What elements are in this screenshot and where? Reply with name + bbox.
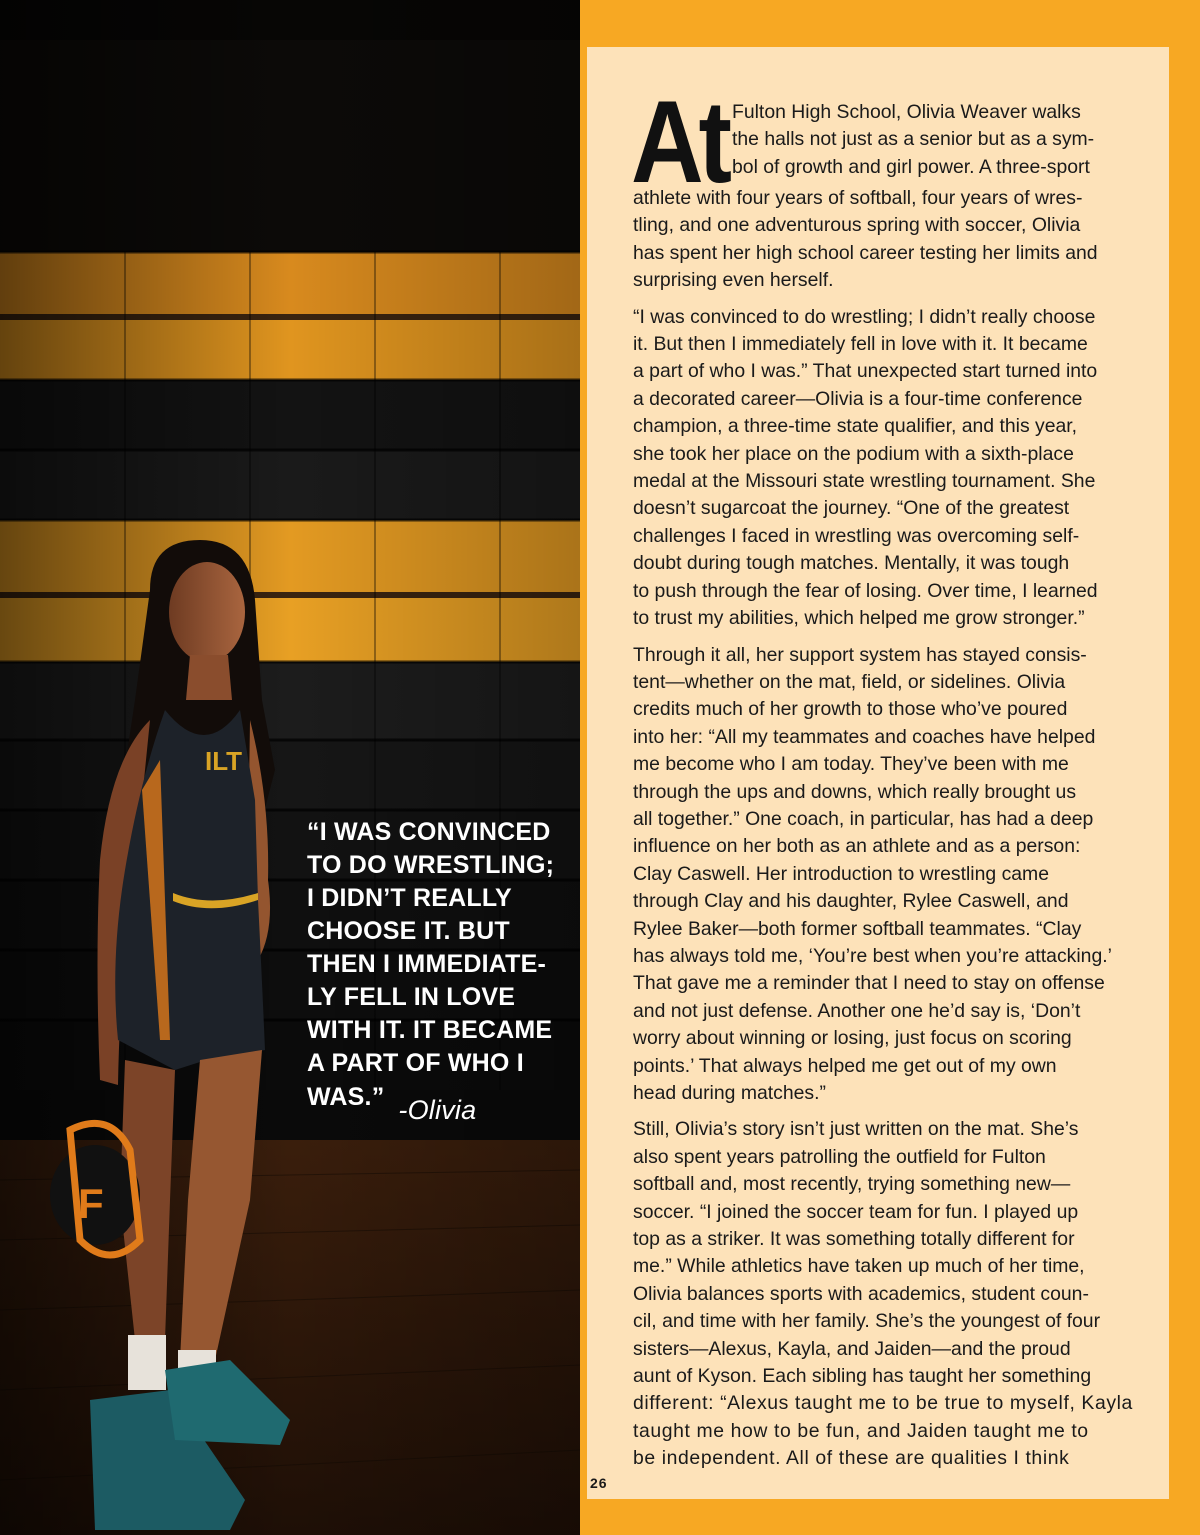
article-line: all together.” One coach, in particular, has had a deep — [633, 807, 1094, 830]
pull-quote-line: I DIDN’T REALLY — [307, 884, 512, 912]
article-line: aunt of Kyson. Each sibling has taught her something — [633, 1365, 1092, 1388]
article-line: softball and, most recently, trying something new— — [633, 1173, 1071, 1196]
article-line: to trust my abilities, which helped me grow stronger.” — [633, 607, 1085, 630]
article-line: Through it all, her support system has stayed consis- — [633, 643, 1087, 666]
pull-quote-last-line: WAS.” — [307, 1083, 385, 1111]
article-line: tling, and one adventurous spring with soccer, Olivia — [633, 214, 1081, 237]
pull-quote-attribution: -Olivia — [398, 1095, 477, 1125]
article-line: athlete with four years of softball, four years of wres- — [633, 187, 1083, 209]
article-line: Clay Caswell. Her introduction to wrestling came — [633, 862, 1049, 885]
article-line: to push through the fear of losing. Over time, I learned — [633, 579, 1098, 602]
article-line: has spent her high school career testing her limits and — [633, 241, 1098, 264]
article-paragraph — [631, 76, 1129, 295]
article-line: top as a striker. It was something totally different for — [633, 1228, 1075, 1251]
article-line: taught me how to be fun, and Jaiden taught me to — [633, 1419, 1089, 1442]
pull-quote-line: TO DO WRESTLING; — [307, 851, 555, 879]
article-line: “I was convinced to do wrestling; I didn’t really choose — [633, 305, 1096, 328]
article-line: soccer. “I joined the soccer team for fun. I played up — [633, 1200, 1079, 1223]
article-line: points.’ That always helped me get out of my own — [633, 1054, 1057, 1077]
article-line: it. But then I immediately fell in love with it. It became — [633, 333, 1088, 356]
article-line: into her: “All my teammates and coaches have helped — [633, 725, 1096, 748]
article-line: bol of growth and girl power. A three-sport — [732, 155, 1090, 178]
article-line: through the ups and downs, which really brought us — [633, 780, 1077, 803]
article-line: Still, Olivia’s story isn’t just written on the mat. She’s — [633, 1118, 1079, 1141]
article-line: worry about winning or losing, just focus on scoring — [633, 1027, 1072, 1050]
article-paragraph — [633, 1116, 1133, 1472]
article-line: cil, and time with her family. She’s the youngest of four — [633, 1310, 1101, 1333]
pull-quote-line: A PART OF WHO I — [307, 1049, 524, 1077]
article-line: me.” While athletics have taken up much of her time, — [633, 1255, 1085, 1278]
gym-bleachers-photo — [0, 0, 580, 1535]
article-line: challenges I faced in wrestling was overcoming self- — [633, 524, 1080, 547]
pull-quote-line: “I WAS CONVINCED — [307, 818, 551, 846]
drop-cap: At — [631, 76, 727, 207]
pull-quote — [307, 816, 567, 1125]
article-line: doesn’t sugarcoat the journey. “One of the greatest — [633, 497, 1070, 520]
article-line: me become who I am today. They’ve been with me — [633, 753, 1069, 776]
pull-quote-line: THEN I IMMEDIATE- — [307, 950, 547, 978]
article-line: Olivia balances sports with academics, student coun- — [633, 1282, 1089, 1305]
svg-text:ILT: ILT — [205, 746, 243, 776]
article-line: medal at the Missouri state wrestling tournament. She — [633, 470, 1096, 493]
page-number: 26 — [590, 1475, 608, 1491]
pull-quote-line: LY FELL IN LOVE — [307, 983, 516, 1011]
article-line: different: “Alexus taught me to be true to myself, Kayla — [633, 1392, 1133, 1415]
article-line: be independent. All of these are qualities I think — [633, 1447, 1070, 1470]
article-line: a part of who I was.” That unexpected start turned into — [633, 360, 1098, 383]
article-line: Fulton High School, Olivia Weaver walks — [732, 101, 1081, 123]
article-line: the halls not just as a senior but as a sym- — [732, 128, 1095, 151]
article-line: sisters—Alexus, Kayla, and Jaiden—and the proud — [633, 1337, 1071, 1360]
article-line: credits much of her growth to those who’ve poured — [633, 698, 1068, 721]
article-line: doubt during tough matches. Mentally, it was tough — [633, 552, 1070, 575]
article-line: influence on her both as an athlete and as a person: — [633, 835, 1081, 858]
article-line: surprising even herself. — [633, 269, 834, 292]
article-line: she took her place on the podium with a sixth-place — [633, 442, 1074, 465]
article-paragraph — [633, 304, 1129, 633]
article-paragraph — [633, 642, 1129, 1108]
article-line: through Clay and his daughter, Rylee Caswell, and — [633, 890, 1069, 913]
article-line: has always told me, ‘You’re best when you’re attacking.’ — [633, 944, 1112, 967]
article-line: also spent years patrolling the outfield for Fulton — [633, 1145, 1046, 1168]
svg-text:F: F — [78, 1180, 104, 1227]
feature-photo — [0, 0, 580, 1535]
article-panel — [587, 47, 1169, 1499]
article-line: tent—whether on the mat, field, or sidelines. Olivia — [633, 670, 1066, 693]
article-line: and not just defense. Another one he’d say is, ‘Don’t — [633, 999, 1081, 1022]
pull-quote-line: CHOOSE IT. BUT — [307, 917, 510, 945]
article-line: That gave me a reminder that I need to stay on offense — [633, 972, 1105, 995]
article-line: champion, a three-time state qualifier, and this year, — [633, 415, 1078, 438]
article-line: Rylee Baker—both former softball teammates. “Clay — [633, 917, 1082, 940]
pull-quote-line: WITH IT. IT BECAME — [307, 1016, 553, 1044]
article-line: head during matches.” — [633, 1082, 826, 1104]
article-line: a decorated career—Olivia is a four-time conference — [633, 387, 1083, 410]
article-body — [631, 76, 1133, 1482]
